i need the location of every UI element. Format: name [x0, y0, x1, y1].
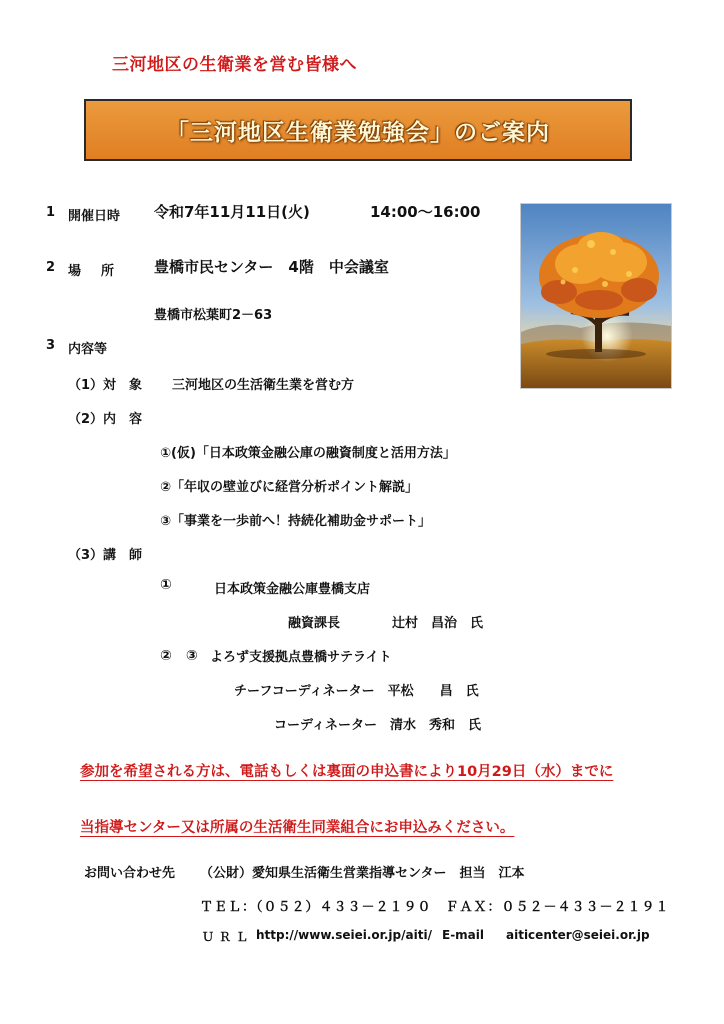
topics-label: （2）内 容	[68, 412, 143, 427]
title-banner	[84, 99, 632, 161]
topic-item: ②「年収の壁並びに経営分析ポイント解説」	[160, 480, 419, 495]
lecturer1-person: 融資課長 辻村 昌治 氏	[288, 616, 484, 631]
autumn-tree-photo	[520, 203, 672, 389]
contact-org: （公財）愛知県生活衛生営業指導センター 担当 江本	[200, 866, 525, 881]
lecturer2-person: チーフコーディネーター 平松 昌 氏	[234, 684, 479, 699]
email-link[interactable]: aiticenter@seiei.or.jp	[506, 928, 650, 942]
contact-phone-fax: ＴＥＬ：（０５２）４３３－２１９０ ＦＡＸ：０５２－４３３－２１９１	[200, 900, 670, 915]
event-time: 14:00〜16:00	[370, 203, 481, 221]
datetime-label: 開催日時	[68, 209, 121, 224]
item-number: 1	[46, 205, 56, 220]
lecturer1-mark: ①	[160, 577, 172, 593]
email-label: E-mail	[442, 928, 485, 942]
place-label-a: 場	[68, 264, 82, 279]
page-title: 「三河地区生衛業勉強会」のご案内	[166, 119, 550, 146]
website-link[interactable]: http://www.seiei.or.jp/aiti/	[256, 928, 432, 942]
notice-line-1: 参加を希望される方は、電話もしくは裏面の申込書により10月29日（水）までに	[80, 764, 614, 780]
venue-address: 豊橋市松葉町2－63	[154, 308, 273, 323]
url-label: ＵＲＬ	[202, 930, 254, 944]
topic-item: ③「事業を一歩前へ！持続化補助金サポート」	[160, 514, 432, 529]
item-number: 3	[46, 338, 56, 353]
lecturer23-org: よろず支援拠点豊橋サテライト	[210, 650, 392, 665]
lecturer1-org: 日本政策金融公庫豊橋支店	[214, 582, 371, 597]
contact-label: お問い合わせ先	[84, 866, 176, 881]
event-date: 令和7年11月11日(火)	[154, 203, 310, 221]
venue-name: 豊橋市民センター 4階 中会議室	[154, 258, 389, 276]
content-label: 内容等	[68, 342, 108, 357]
addressee-line: 三河地区の生衛業を営む皆様へ	[112, 55, 357, 75]
lecturer23-mark: ② ③	[160, 648, 198, 664]
lecturer-label: （3）講 師	[68, 548, 143, 563]
target-label: （1）対 象	[68, 378, 143, 393]
target-value: 三河地区の生活衛生業を営む方	[172, 378, 355, 393]
lecturer3-person: コーディネーター 清水 秀和 氏	[274, 718, 481, 733]
topic-item: ①(仮)「日本政策金融公庫の融資制度と活用方法」	[160, 446, 456, 461]
item-number: 2	[46, 260, 56, 275]
place-label-b: 所	[101, 264, 115, 279]
notice-line-2: 当指導センター又は所属の生活衛生同業組合にお申込みください。	[80, 820, 515, 836]
